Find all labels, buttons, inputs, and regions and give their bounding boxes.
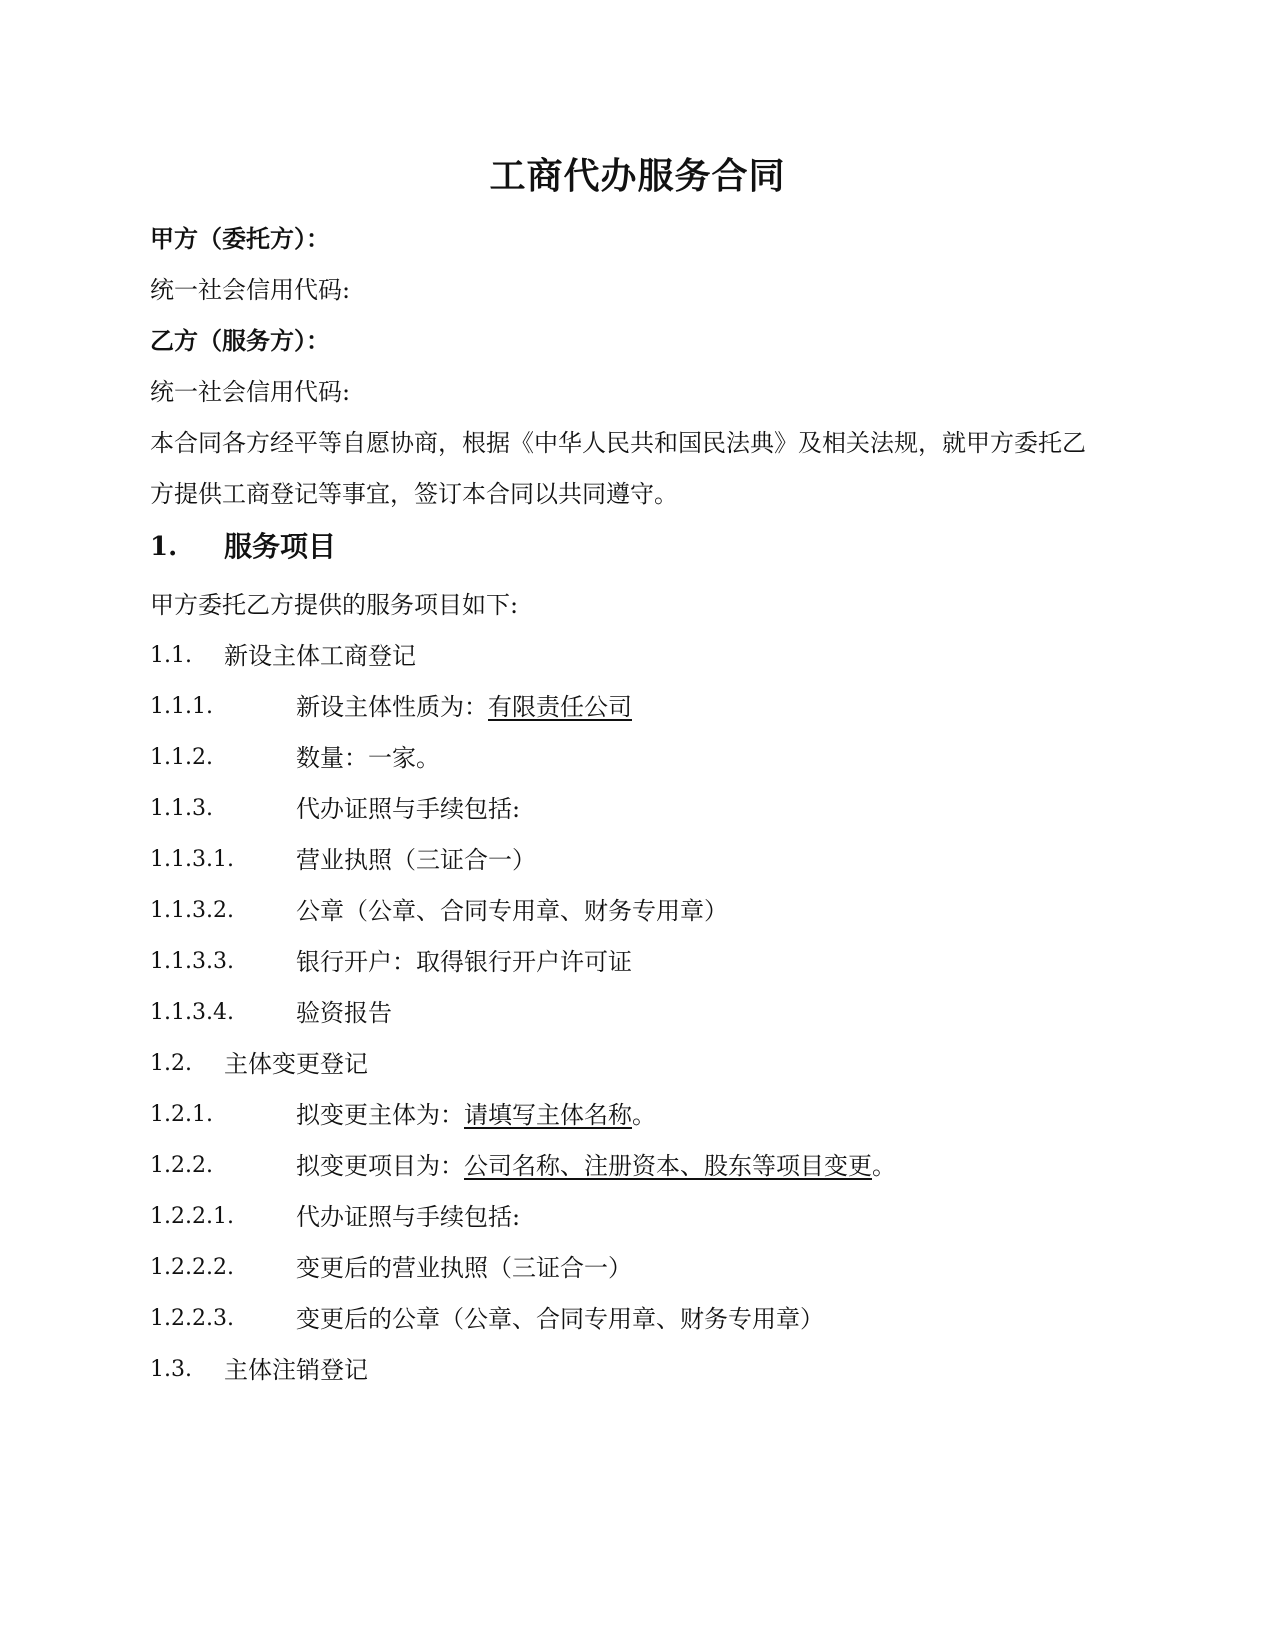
clause-number: 1.2.1. <box>150 1102 213 1127</box>
clause-number: 1.1.3. <box>150 796 213 821</box>
clause-text: 银行开户：取得银行开户许可证 <box>296 948 632 976</box>
section-title: 服务项目 <box>224 530 337 563</box>
clause-text: 数量：一家。 <box>296 744 440 772</box>
clause-text: 验资报告 <box>296 999 392 1027</box>
clause-text: 变更后的营业执照（三证合一） <box>296 1254 632 1282</box>
clause-number: 1.2.2.3. <box>150 1306 234 1331</box>
clause-end: 。 <box>632 1101 656 1129</box>
clause-number: 1.3. <box>150 1357 192 1382</box>
clause-number: 1.2.2.2. <box>150 1255 234 1280</box>
clause-text-group <box>296 690 632 724</box>
clause-number: 1.1.3.4. <box>150 1000 234 1025</box>
change-items-field: 公司名称、注册资本、股东等项目变更 <box>464 1152 872 1180</box>
clause-text: 拟变更主体为： <box>296 1101 464 1129</box>
party-a-credit-code: 统一社会信用代码: <box>150 276 351 304</box>
clause-number: 1.1.2. <box>150 745 213 770</box>
clause-end: 。 <box>872 1152 896 1180</box>
clause-text: 变更后的公章（公章、合同专用章、财务专用章） <box>296 1305 824 1333</box>
clause-number: 1.1. <box>150 643 192 668</box>
clause-number: 1.2.2.1. <box>150 1204 234 1229</box>
intro-paragraph-line-2: 方提供工商登记等事宜，签订本合同以共同遵守。 <box>150 480 678 508</box>
clause-number: 1.2. <box>150 1051 192 1076</box>
section-number: 1. <box>150 532 178 562</box>
clause-text: 新设主体工商登记 <box>224 642 416 670</box>
clause-number: 1.1.3.1. <box>150 847 234 872</box>
document-title: 工商代办服务合同 <box>489 155 786 197</box>
clause-text: 主体变更登记 <box>224 1050 368 1078</box>
clause-text: 公章（公章、合同专用章、财务专用章） <box>296 897 728 925</box>
clause-text: 新设主体性质为： <box>296 693 488 721</box>
clause-text: 主体注销登记 <box>224 1356 368 1384</box>
clause-number: 1.1.3.3. <box>150 949 234 974</box>
party-b-credit-code: 统一社会信用代码: <box>150 378 351 406</box>
clause-text-group <box>296 1098 656 1132</box>
party-a-label: 甲方（委托方）： <box>150 224 330 253</box>
entity-name-field: 请填写主体名称 <box>464 1101 632 1129</box>
clause-text: 营业执照（三证合一） <box>296 846 536 874</box>
clause-text: 代办证照与手续包括: <box>296 795 521 823</box>
clause-text: 代办证照与手续包括: <box>296 1203 521 1231</box>
clause-text: 拟变更项目为： <box>296 1152 464 1180</box>
clause-number: 1.2.2. <box>150 1153 213 1178</box>
intro-paragraph-line-1: 本合同各方经平等自愿协商，根据《中华人民共和国民法典》及相关法规，就甲方委托乙 <box>150 429 1086 457</box>
clause-number: 1.1.3.2. <box>150 898 234 923</box>
section-intro: 甲方委托乙方提供的服务项目如下: <box>150 591 519 619</box>
party-b-label: 乙方（服务方）： <box>150 326 330 355</box>
entity-type-value: 有限责任公司 <box>488 693 632 721</box>
clause-number: 1.1.1. <box>150 694 213 719</box>
clause-text-group <box>296 1149 896 1183</box>
